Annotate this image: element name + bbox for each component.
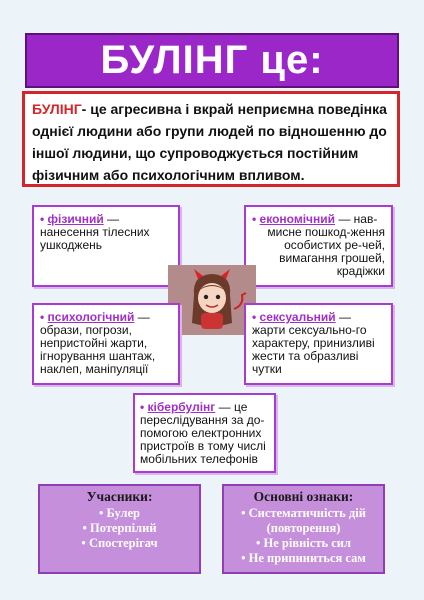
participants-panel: [38, 484, 201, 574]
type-card-economic: • економічний — нав- мисне пошкод-ження особистих ре-чей, вимагання грошей, крадіжки: [244, 205, 393, 287]
definition-text: - це агресивна і вкрай неприємна поведінка однієї людини або групи людей по відношенню до іншої людини, що супроводжується постійним фізичним або психологічним впливом.: [32, 101, 387, 183]
type-name: економічний: [259, 212, 335, 226]
type-dash: —: [134, 310, 150, 324]
definition-box: [22, 91, 400, 187]
type-dash: — нав-: [335, 212, 378, 226]
features-list: [224, 506, 383, 566]
type-card-sexual: • сексуальний — жарти сексуально-го характеру, принизливі жести та образливі чутки: [244, 303, 393, 385]
type-name: кібербулінг: [147, 400, 216, 414]
list-item: • Булер: [40, 506, 199, 521]
list-item: • Систематичність дій (повторення): [224, 506, 383, 536]
type-name: фізичний: [47, 212, 104, 226]
type-name: сексуальний: [259, 310, 336, 324]
list-item: • Спостерігач: [40, 536, 199, 551]
participants-heading: Учасники:: [86, 489, 153, 504]
list-item: • Не припиниться сам: [224, 551, 383, 566]
list-item: • Не рівність сил: [224, 536, 383, 551]
title-banner: [25, 33, 399, 88]
page-title: БУЛІНГ це:: [100, 38, 324, 82]
type-card-physical: • фізичний — нанесення тілесних ушкоджень: [32, 205, 180, 287]
type-description: переслідування за до-помогою електронних пристроїв в тому числі мобільних телефонів: [140, 413, 266, 466]
list-item: • Потерпілий: [40, 521, 199, 536]
features-panel: [222, 484, 385, 574]
type-description: жарти сексуально-го характеру, принизливі жести та образливі чутки: [252, 323, 375, 376]
type-description: мисне пошкод-ження особистих ре-чей, вимагання грошей, крадіжки: [267, 225, 385, 278]
type-description: нанесення тілесних ушкоджень: [40, 225, 150, 252]
type-dash: — це: [215, 400, 248, 414]
type-dash: —: [335, 310, 351, 324]
type-name: психологічний: [47, 310, 135, 324]
type-description: образи, погрози, непристойні жарти, ігнорування шантаж, наклеп, маніпуляції: [40, 323, 156, 376]
type-card-psychological: • психологічний — образи, погрози, непристойні жарти, ігнорування шантаж, наклеп, маніпуляції: [32, 303, 180, 385]
type-dash: —: [103, 212, 120, 226]
devil-girl-illustration: [168, 265, 256, 335]
type-card-cyberbullying: • кібербулінг — це переслідування за до-помогою електронних пристроїв в тому числі мобільних телефонів: [133, 393, 276, 473]
features-heading: Основні ознаки:: [253, 489, 354, 504]
participants-list: [40, 506, 199, 551]
definition-term: БУЛІНГ: [32, 101, 82, 117]
